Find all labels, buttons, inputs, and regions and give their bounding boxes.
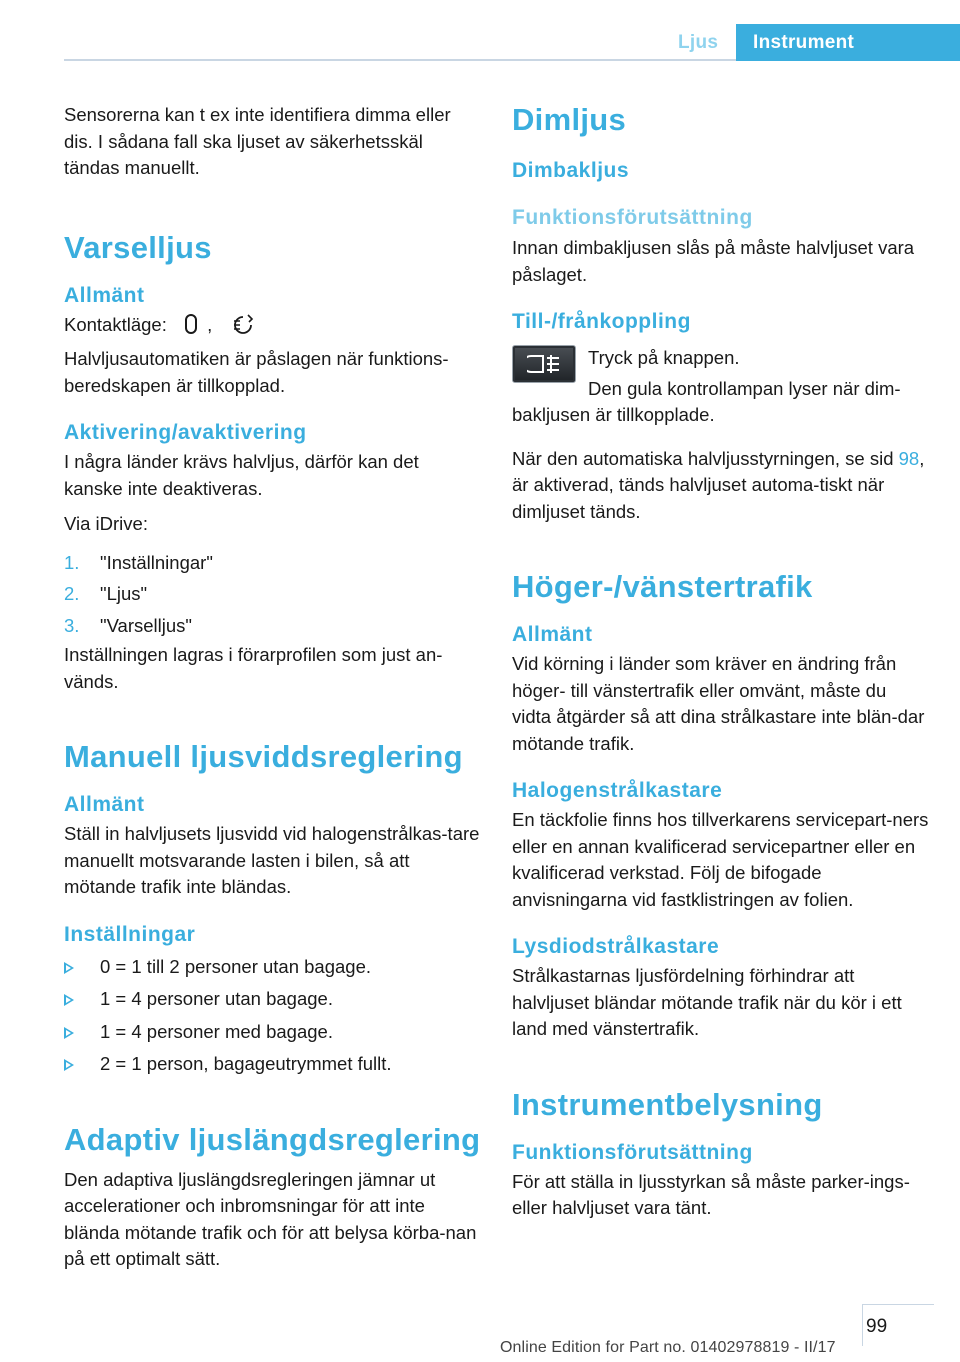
right-column: [512, 102, 930, 1222]
page-number: 99: [866, 1316, 888, 1337]
step-text: "Ljus": [100, 583, 148, 604]
rear-fog-light-icon: [527, 353, 563, 375]
aktivering-heading: Aktivering/avaktivering: [64, 421, 307, 444]
list-item: [64, 581, 482, 608]
adaptiv-heading: Adaptiv ljuslängdsreglering: [64, 1121, 481, 1157]
manuell-allmant-heading: Allmänt: [64, 793, 145, 816]
lysdiod-text: Strålkastarnas ljusfördelning förhindrar att halvljuset bländar mötande trafik när du kör i ett land med vänstertrafik.: [512, 965, 902, 1039]
dimljus-funktion-heading: Funktionsförutsättning: [512, 206, 753, 229]
page-ref-link[interactable]: 98: [898, 447, 920, 469]
instrument-heading: Instrumentbelysning: [512, 1086, 823, 1122]
gula-text-2: bakljusen är tillkopplade.: [512, 404, 715, 425]
bullet-triangle-icon: [64, 962, 74, 974]
auto-text-pre: När den automatiska halvljusstyrningen, se sid: [512, 447, 899, 469]
hoger-allmant-text: Vid körning i länder som kräver en ändring från höger- till vänstertrafik eller omvänt, måste du vidta åtgärder så att dina strålkastare inte blän-dar mötande trafik.: [512, 653, 925, 754]
step-text: "Inställningar": [100, 551, 213, 573]
header-chapter-tab[interactable]: [736, 24, 960, 61]
settings-list: [64, 954, 482, 1078]
till-fran-heading: Till-/frånkoppling: [512, 310, 691, 333]
halogen-heading: Halogenstrålkastare: [512, 779, 723, 802]
header-section-ljus[interactable]: Ljus: [678, 32, 719, 53]
list-item: [64, 1051, 482, 1078]
bullet-triangle-icon: [64, 994, 74, 1006]
rear-fog-light-button[interactable]: [512, 345, 576, 383]
installningar-heading: Inställningar: [64, 922, 196, 946]
dimljus-funktion-text: Innan dimbakljusen slås på måste halvljuset vara påslaget.: [512, 237, 915, 285]
bullet-triangle-icon: [64, 1059, 74, 1071]
setting-text: 1 = 4 personer utan bagage.: [100, 988, 333, 1009]
ignition-off-icon: [184, 313, 198, 343]
step-number: 2.: [64, 583, 80, 604]
gula-text-1: Den gula kontrollampan lyser när dim-: [588, 377, 901, 399]
intro-text: Sensorerna kan t ex inte identifiera dimma eller dis. I sådana fall ska ljuset av säkerhetsskäl tändas manuellt.: [64, 104, 451, 178]
auto-text-post: , är aktiverad, tänds halvljuset automa-tiskt när dimljuset tänds.: [512, 447, 925, 522]
lagras-text: Inställningen lagras i förarprofilen som just an-vänds.: [64, 644, 443, 692]
idrive-steps-list: [64, 550, 482, 640]
setting-text: 0 = 1 till 2 personer utan bagage.: [100, 955, 372, 977]
step-number: 1.: [64, 551, 80, 573]
manuell-heading: Manuell ljusviddsreglering: [64, 739, 463, 774]
list-item: [64, 1019, 482, 1046]
adaptiv-text: Den adaptiva ljuslängdsregleringen jämnar ut accelerationer och inbromsningar för att inte blända mötande trafik och för att belysa körba-nan på ett optimalt sätt.: [64, 1168, 477, 1269]
step-text: "Varselljus": [100, 614, 192, 636]
dimbakljus-heading: Dimbakljus: [512, 159, 630, 182]
bullet-triangle-icon: [64, 1027, 74, 1039]
step-number: 3.: [64, 614, 80, 636]
varselljus-heading: Varselljus: [64, 229, 212, 265]
via-idrive-text: Via iDrive:: [64, 513, 148, 534]
halvljus-text: Halvljusautomatiken är påslagen när funktions-beredskapen är tillkopplad.: [64, 348, 449, 396]
list-item: [64, 954, 482, 981]
kontaktlage-line: [64, 312, 482, 343]
lysdiod-heading: Lysdiodstrålkastare: [512, 935, 720, 958]
aktivering-text: I några länder krävs halvljus, därför kan det kanske inte deaktiveras.: [64, 451, 419, 499]
footer-rule-vertical: [862, 1304, 863, 1346]
dimljus-heading: Dimljus: [512, 102, 627, 137]
varselljus-allmant-heading: Allmänt: [64, 283, 145, 307]
online-edition-text: Online Edition for Part no. 01402978819 - II/17: [500, 1339, 836, 1356]
setting-text: 1 = 4 personer med bagage.: [100, 1020, 333, 1042]
hoger-heading: Höger-/vänstertrafik: [512, 569, 813, 604]
kontaktlage-label: Kontaktläge:: [64, 313, 167, 335]
kontaktlage-sep: ,: [207, 313, 213, 335]
setting-text: 2 = 1 person, bagageutrymmet fullt.: [100, 1053, 392, 1074]
manuell-allmant-text: Ställ in halvljusets ljusvidd vid halogenstrålkas-tare manuellt motsvarande lasten i bilen, så att mötande trafik inte bländas.: [64, 823, 480, 897]
left-column: [64, 102, 482, 1273]
instrument-funktion-heading: Funktionsförutsättning: [512, 1140, 753, 1164]
footer-rule: [862, 1304, 934, 1305]
header-chapter-label: Instrument: [753, 32, 855, 53]
list-item: [64, 613, 482, 640]
auto-halvljus-text: [512, 446, 930, 526]
engine-ready-icon: [231, 313, 255, 343]
halogen-text: En täckfolie finns hos tillverkarens servicepart-ners eller en annan kvalificerad servicepartner eller en kvalificerad verkstad. Följ de bifogade anvisningarna vid fastklistringen av folien.: [512, 809, 929, 910]
fog-button-block: [512, 345, 930, 429]
list-item: [64, 550, 482, 577]
hoger-allmant-heading: Allmänt: [512, 623, 593, 646]
tryck-text: Tryck på knappen.: [588, 347, 740, 368]
list-item: [64, 986, 482, 1013]
instrument-funktion-text: För att ställa in ljusstyrkan så måste parker-ings- eller halvljuset vara tänt.: [512, 1170, 910, 1218]
